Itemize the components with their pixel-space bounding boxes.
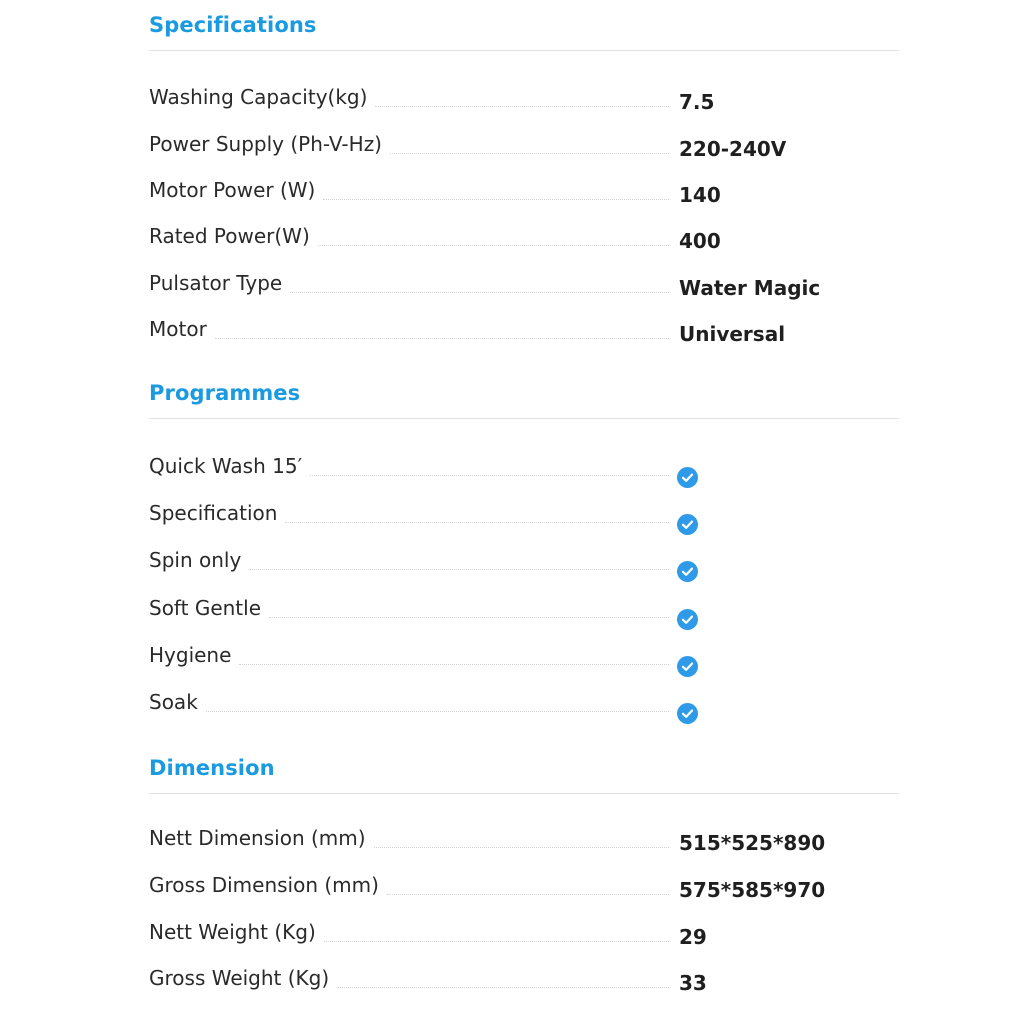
spec-row-value: 400 [679, 229, 721, 253]
dimension-row [149, 820, 899, 855]
check-circle-icon [677, 561, 698, 582]
spec-row-value: 140 [679, 183, 721, 207]
spec-row [149, 172, 899, 207]
programme-row [149, 684, 899, 714]
dotted-leader [387, 894, 669, 895]
check-circle-icon [677, 514, 698, 535]
check-circle-icon [677, 656, 698, 677]
spec-row-value: 220-240V [679, 137, 787, 161]
spec-row [149, 218, 899, 253]
dotted-leader [375, 106, 669, 107]
dotted-leader [324, 941, 669, 942]
dotted-leader [323, 199, 669, 200]
dimension-row-label: Gross Weight (Kg) [149, 966, 330, 990]
programmes-heading: Programmes [149, 381, 301, 405]
spec-row-label: Motor Power (W) [149, 178, 316, 202]
programme-row [149, 637, 899, 667]
spec-row [149, 79, 899, 114]
spec-row [149, 126, 899, 161]
dotted-leader [310, 475, 669, 476]
spec-row-label: Washing Capacity(kg) [149, 85, 368, 109]
dotted-leader [374, 847, 669, 848]
spec-row-label: Rated Power(W) [149, 224, 310, 248]
dimension-row-label: Nett Weight (Kg) [149, 920, 316, 944]
specifications-divider [149, 50, 899, 51]
dimension-row-label: Nett Dimension (mm) [149, 826, 366, 850]
dotted-leader [390, 153, 669, 154]
dimension-section [149, 755, 899, 995]
dimension-row [149, 960, 899, 995]
programmes-divider [149, 418, 899, 419]
programme-row-label: Spin only [149, 548, 242, 572]
spec-row-value: 7.5 [679, 90, 715, 114]
programme-row-label: Soak [149, 690, 198, 714]
dimension-row [149, 914, 899, 949]
dotted-leader [249, 569, 669, 570]
dimension-row [149, 867, 899, 902]
dotted-leader [269, 617, 669, 618]
spec-row-value: Water Magic [679, 276, 821, 300]
programme-row [149, 448, 899, 478]
spec-row-label: Power Supply (Ph-V-Hz) [149, 132, 382, 156]
dimension-row-value: 33 [679, 971, 707, 995]
check-circle-icon [677, 703, 698, 724]
spec-row-value: Universal [679, 322, 786, 346]
programme-row-label: Quick Wash 15′ [149, 454, 303, 478]
specifications-section [149, 12, 899, 346]
check-circle-icon [677, 609, 698, 630]
programme-row [149, 590, 899, 620]
dotted-leader [215, 338, 669, 339]
dimension-row-value: 29 [679, 925, 707, 949]
dimension-row-value: 575*585*970 [679, 878, 826, 902]
programme-row [149, 495, 899, 525]
dotted-leader [206, 711, 669, 712]
specifications-heading: Specifications [149, 13, 317, 37]
spec-row [149, 265, 899, 300]
dotted-leader [239, 664, 669, 665]
dimension-row-value: 515*525*890 [679, 831, 826, 855]
spec-row [149, 311, 899, 346]
check-circle-icon [677, 467, 698, 488]
programme-row-label: Soft Gentle [149, 596, 262, 620]
dotted-leader [285, 522, 669, 523]
programme-row-label: Hygiene [149, 643, 232, 667]
spec-row-label: Motor [149, 317, 207, 341]
programme-row [149, 542, 899, 572]
programme-row-label: Specification [149, 501, 278, 525]
spec-row-label: Pulsator Type [149, 271, 283, 295]
dimension-divider [149, 793, 899, 794]
programmes-section [149, 380, 899, 714]
dimension-row-label: Gross Dimension (mm) [149, 873, 379, 897]
dotted-leader [337, 987, 669, 988]
dimension-heading: Dimension [149, 756, 275, 780]
dotted-leader [318, 245, 669, 246]
dotted-leader [290, 292, 669, 293]
